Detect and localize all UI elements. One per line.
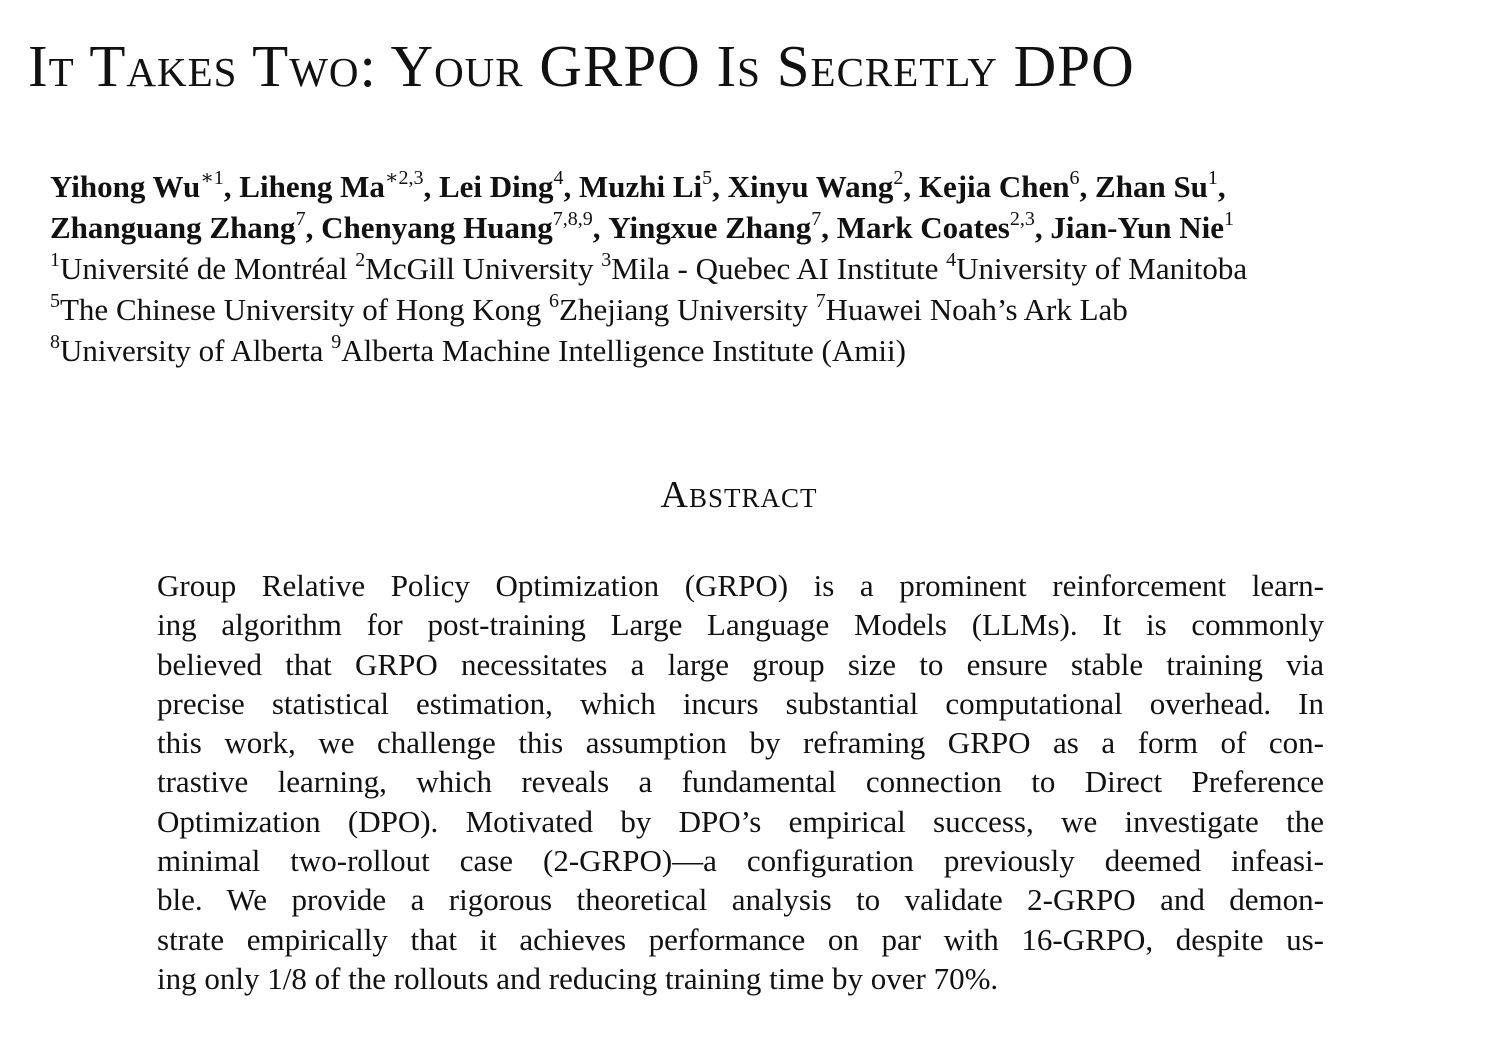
affiliation-line-1 [50,248,1470,289]
affiliation-line-3 [50,330,1470,371]
author-name: Yihong Wu [50,169,201,204]
affiliation-name: The Chinese University of Hong Kong [60,292,542,327]
abstract-line: Optimization (DPO). Motivated by DPO’s empirical success, we investigate the [157,803,1324,839]
author-separator: , [712,169,720,204]
author-separator: , [903,169,912,204]
affiliation-marker: 2 [355,248,366,271]
affiliation-marker: 5 [50,289,60,312]
affiliation-marker: 9 [331,330,342,353]
author-affil-marker: ∗1 [200,166,224,189]
abstract-line: ble. We provide a rigorous theoretical analysis to validate 2-GRPO and demon- [157,882,1324,918]
author-separator: , [1217,169,1226,204]
author-separator: , [423,169,432,204]
author-affil-marker: 7 [811,207,822,230]
affiliation-marker: 6 [549,289,560,312]
author-affil-marker: 4 [553,166,564,189]
author-affil-marker: 6 [1069,166,1080,189]
abstract-line: strate empirically that it achieves performance on par with 16-GRPO, despite us- [157,921,1324,957]
abstract-line: Group Relative Policy Optimization (GRPO) is a prominent reinforcement learn- [157,568,1324,603]
abstract-line: this work, we challenge this assumption by reframing GRPO as a form of con- [157,725,1324,761]
author-name: Lei Ding [438,169,554,204]
author-name: Muzhi Li [578,169,703,204]
affiliation-name: McGill University [365,251,594,286]
author-affil-marker: ∗2,3 [384,166,424,189]
author-block [50,166,1470,371]
abstract-line: trastive learning, which reveals a fundamental connection to Direct Preference [157,764,1324,800]
affiliation-name: Huawei Noah’s Ark Lab [825,292,1128,327]
abstract-line: precise statistical estimation, which incurs substantial computational overhead. In [157,685,1324,721]
author-separator: , [1079,169,1088,204]
author-name: Yingxue Zhang [608,210,812,245]
author-name: Xinyu Wang [727,169,894,204]
author-separator: , [305,210,314,245]
author-line-2 [50,207,1470,248]
author-separator: , [223,169,232,204]
author-affil-marker: 7,8,9 [552,207,593,230]
abstract-line: ing only 1/8 of the rollouts and reducing training time by over 70%. [157,960,999,996]
author-name: Mark Coates [836,210,1010,245]
affiliation-marker: 3 [601,248,612,271]
author-affil-marker: 2,3 [1009,207,1035,230]
affiliation-name: Université de Montréal [60,251,348,286]
author-name: Kejia Chen [918,169,1070,204]
affiliation-marker: 1 [50,248,60,271]
author-name: Chenyang Huang [321,210,553,245]
abstract-line: ing algorithm for post-training Large Language Models (LLMs). It is commonly [157,607,1324,643]
author-name: Zhan Su [1095,169,1208,204]
paper-title: It Takes Two: Your GRPO Is Secretly DPO [28,33,1135,99]
abstract-body [157,566,1324,998]
affiliation-name: University of Alberta [60,333,324,368]
author-affil-marker: 1 [1207,166,1218,189]
abstract-line: minimal two-rollout case (2-GRPO)—a configuration previously deemed infeasi- [157,843,1324,879]
author-affil-marker: 7 [295,207,306,230]
author-name: Zhanguang Zhang [50,210,296,245]
abstract-line: believed that GRPO necessitates a large group size to ensure stable training via [157,646,1324,682]
author-name: Jian-Yun Nie [1050,210,1225,245]
author-separator: , [563,169,572,204]
affiliation-line-2 [50,289,1470,330]
author-affil-marker: 1 [1224,207,1235,230]
affiliation-name: Alberta Machine Intelligence Institute (Amii) [341,333,906,368]
affiliation-name: Mila - Quebec AI Institute [611,251,939,286]
author-affil-marker: 2 [893,166,904,189]
author-separator: , [821,210,830,245]
author-separator: , [592,210,601,245]
abstract-heading: Abstract [660,474,818,516]
affiliation-name: Zhejiang University [559,292,808,327]
author-name: Liheng Ma [239,169,385,204]
author-separator: , [1034,210,1043,245]
affiliation-marker: 4 [946,248,957,271]
affiliation-marker: 7 [815,289,826,312]
author-affil-marker: 5 [702,166,713,189]
affiliation-marker: 8 [50,330,60,353]
affiliation-name: University of Manitoba [956,251,1248,286]
author-line-1 [50,166,1470,207]
